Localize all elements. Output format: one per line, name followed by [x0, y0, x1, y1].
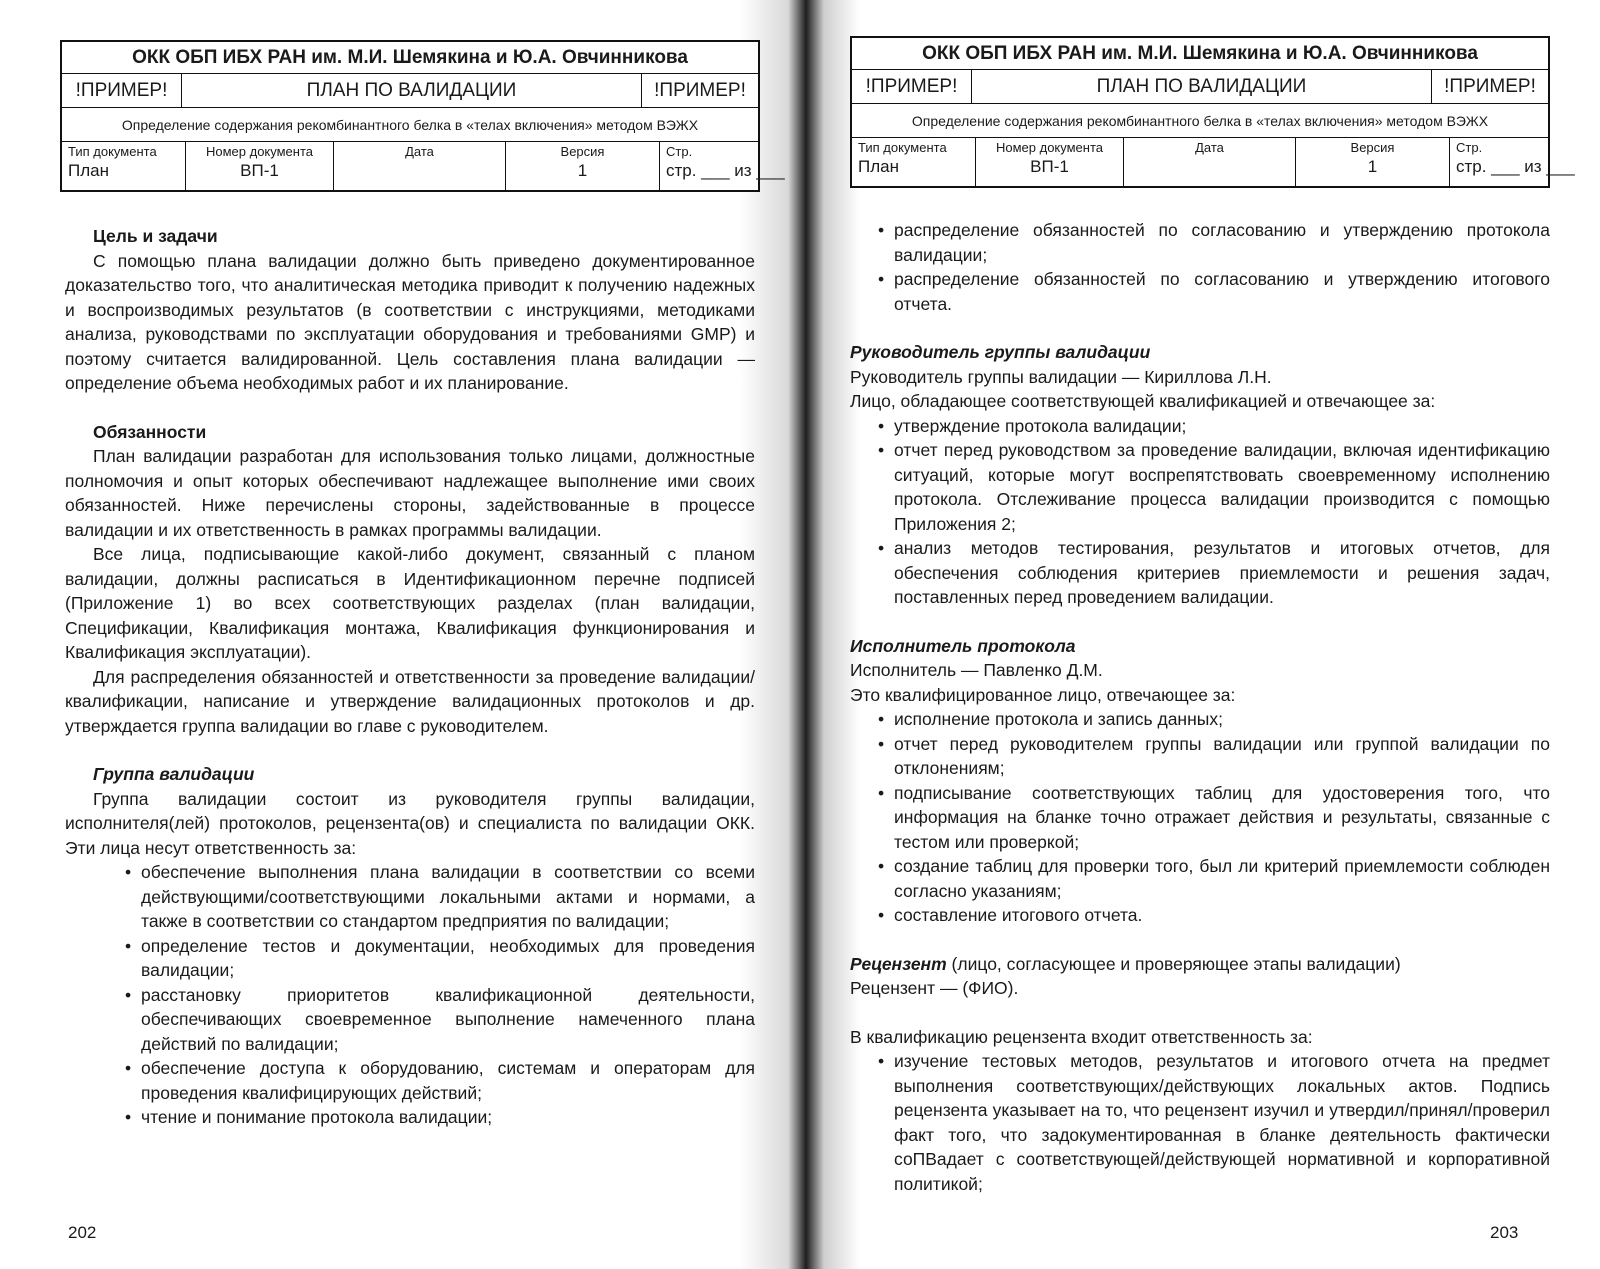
meta-doc-type — [852, 138, 976, 186]
paragraph-duties-2: Все лица, подписывающие какой-либо документ, связанный с планом валидации, должны расписаться в Идентификационном перечне подписей (Приложение 1) во всех соответствующих разделах (план валидации, Спецификации, Квалификация монтажа, Квалификация функционирования и Квалификация эксплуатации). — [65, 544, 755, 662]
list-item: • изучение тестовых методов, результатов и итогового отчета на предмет выполнения соответствующих/действующих локальных актов. Подпись рецензента указывает на то, что рецензент изучил и утвердил/принял/проверил факт того, что задокументированная в бланке деятельность фактически соПВадает с соответствующей/действующей нормативной и корпоративной политикой; — [874, 1049, 1550, 1196]
meta-version-label: Версия — [560, 144, 605, 159]
list-item: • отчет перед руководством за проведение валидации, включая идентификацию ситуаций, которые могут воспрепятствовать своевременному исполнению протокола. Отслеживание процесса валидации производится с помощью Приложения 2; — [874, 438, 1550, 536]
meta-date — [334, 142, 506, 190]
heading-reviewer-note: (лицо, согласующее и проверяющее этапы валидации) — [946, 953, 1401, 974]
list-item: • исполнение протокола и запись данных; — [874, 707, 1550, 732]
paragraph-reviewer-name: Рецензент — (ФИО). — [850, 978, 1019, 998]
header-plan-title: ПЛАН ПО ВАЛИДАЦИИ — [182, 74, 642, 108]
paragraph-leader-role: Лицо, обладающее соответствующей квалификацией и отвечающее за: — [850, 391, 1436, 411]
document-header-table — [60, 40, 785, 192]
header-description: Определение содержания рекомбинантного белка в «телах включения» методом ВЭЖХ — [852, 104, 1548, 138]
meta-doc-type-value: План — [68, 161, 109, 180]
approval-list — [874, 218, 1550, 316]
list-item: • расстановку приоритетов квалификационной деятельности, обеспечивающих своевременное выполнение намеченного плана действий по валидации; — [121, 983, 755, 1057]
heading-duties: Обязанности — [93, 421, 207, 442]
paragraph-duties-3: Для распределения обязанностей и ответственности за проведение валидации/квалификации, написание и утверждение валидационных протоколов и др. утверждается группа валидации во главе с руководителем. — [65, 666, 755, 736]
document-header-table — [850, 36, 1575, 188]
executor-responsibilities-list — [874, 707, 1550, 928]
meta-date — [1124, 138, 1296, 186]
meta-page-value: стр. ___ из ___ — [666, 161, 785, 180]
meta-version — [506, 142, 660, 190]
right-page — [810, 0, 1600, 1269]
meta-doc-type — [62, 142, 186, 190]
heading-validation-group: Группа валидации — [93, 764, 255, 784]
meta-doc-number-label: Номер документа — [995, 140, 1103, 155]
list-item: • обеспечение выполнения плана валидации в соответствии со всеми действующими/соответствующими локальными актами и нормами, а также в соответствии со стандартом предприятия по валидации; — [121, 860, 755, 934]
meta-doc-number-value: ВП-1 — [1030, 157, 1069, 176]
header-plan-title: ПЛАН ПО ВАЛИДАЦИИ — [972, 70, 1432, 104]
meta-page-label: Стр. — [666, 144, 693, 159]
paragraph-executor-name: Исполнитель — Павленко Д.М. — [850, 660, 1103, 680]
paragraph-reviewer-role: В квалификацию рецензента входит ответственность за: — [850, 1026, 1313, 1047]
left-page — [0, 0, 790, 1269]
meta-doc-number — [976, 138, 1124, 186]
reviewer-responsibilities-list — [874, 1049, 1550, 1196]
list-item: • отчет перед руководителем группы валидации или группой валидации по отклонениям; — [874, 732, 1550, 781]
meta-page-label: Стр. — [1456, 140, 1483, 155]
heading-group-leader: Руководитель группы валидации — [850, 342, 1151, 362]
heading-goal: Цель и задачи — [93, 226, 218, 246]
left-page-body — [65, 224, 755, 1130]
heading-reviewer — [850, 952, 1550, 977]
list-item: • составление итогового отчета. — [874, 903, 1550, 928]
meta-date-label: Дата — [405, 144, 434, 159]
meta-doc-number-value: ВП-1 — [240, 161, 279, 180]
meta-version-label: Версия — [1350, 140, 1395, 155]
list-item: • чтение и понимание протокола валидации; — [121, 1105, 755, 1130]
meta-page — [660, 142, 785, 190]
header-description: Определение содержания рекомбинантного белка в «телах включения» методом ВЭЖХ — [62, 108, 758, 142]
paragraph-goal: С помощью плана валидации должно быть приведено документированное доказательство того, что аналитическая методика приводит к получению надежных и воспроизводимых результатов (в соответствии с инструкциями, методиками анализа, руководствами по эксплуатации оборудования и требованиями GMP) и поэтому считается валидированной. Цель составления плана валидации — определение объема необходимых работ и их планирование. — [65, 250, 755, 393]
group-responsibilities-list — [121, 860, 755, 1130]
meta-doc-number-label: Номер документа — [205, 144, 313, 159]
meta-doc-type-label: Тип документа — [858, 140, 947, 155]
header-example-right: !ПРИМЕР! — [1444, 76, 1536, 97]
list-item: • распределение обязанностей по согласованию и утверждению итогового отчета. — [874, 267, 1550, 316]
header-organization: ОКК ОБП ИБХ РАН им. М.И. Шемякина и Ю.А. Овчинникова — [852, 38, 1548, 70]
list-item: • распределение обязанностей по согласованию и утверждению протокола валидации; — [874, 218, 1550, 267]
meta-doc-number — [186, 142, 334, 190]
paragraph-validation-group: Группа валидации состоит из руководителя группы валидации, исполнителя(лей) протоколов, рецензента(ов) и специалиста по валидации ОКК. Эти лица несут ответственность за: — [65, 788, 755, 858]
paragraph-executor-role: Это квалифицированное лицо, отвечающее за: — [850, 684, 1236, 705]
meta-date-label: Дата — [1195, 140, 1224, 155]
meta-version-value: 1 — [1367, 157, 1378, 176]
page-number-left: 202 — [68, 1223, 97, 1242]
paragraph-leader-name: Руководитель группы валидации — Кириллова Л.Н. — [850, 366, 1272, 387]
right-page-body — [850, 218, 1550, 1196]
header-example-left: !ПРИМЕР! — [852, 70, 972, 104]
list-item: • утверждение протокола валидации; — [874, 414, 1550, 439]
header-title-row — [852, 70, 1548, 104]
meta-version — [1296, 138, 1450, 186]
meta-page-value: стр. ___ из ___ — [1456, 157, 1575, 176]
list-item: • обеспечение доступа к оборудованию, системам и операторам для проведения квалифицирующих действий; — [121, 1056, 755, 1105]
list-item: • создание таблиц для проверки того, был ли критерий приемлемости соблюден согласно указаниям; — [874, 854, 1550, 903]
heading-reviewer-label: Рецензент — [850, 953, 947, 974]
header-meta-row — [62, 142, 785, 190]
meta-doc-type-value: План — [858, 157, 899, 176]
meta-doc-type-label: Тип документа — [68, 144, 157, 159]
header-meta-row — [852, 138, 1575, 186]
header-example-left: !ПРИМЕР! — [62, 74, 182, 108]
header-title-row — [62, 74, 758, 108]
leader-responsibilities-list — [874, 414, 1550, 610]
heading-protocol-executor: Исполнитель протокола — [850, 635, 1076, 656]
meta-version-value: 1 — [577, 161, 588, 180]
paragraph-duties-1: План валидации разработан для использования только лицами, должностные полномочия и опыт которых обеспечивают надлежащее выполнение ими своих обязанностей. Ниже перечислены стороны, задействованные в процессе валидации и их ответственность в рамках программы валидации. — [65, 446, 755, 540]
header-organization: ОКК ОБП ИБХ РАН им. М.И. Шемякина и Ю.А. Овчинникова — [62, 42, 758, 74]
list-item: • подписывание соответствующих таблиц для удостоверения того, что информация на бланке точно отражает действия и результаты, связанные с тестом или проверкой; — [874, 781, 1550, 855]
header-example-right: !ПРИМЕР! — [654, 80, 746, 101]
meta-page — [1450, 138, 1575, 186]
list-item: • анализ методов тестирования, результатов и итоговых отчетов, для обеспечения соблюдения критериев приемлемости и решения задач, поставленных перед проведением валидации. — [874, 536, 1550, 610]
list-item: • определение тестов и документации, необходимых для проведения валидации; — [121, 934, 755, 983]
page-number-right: 203 — [1490, 1223, 1519, 1242]
